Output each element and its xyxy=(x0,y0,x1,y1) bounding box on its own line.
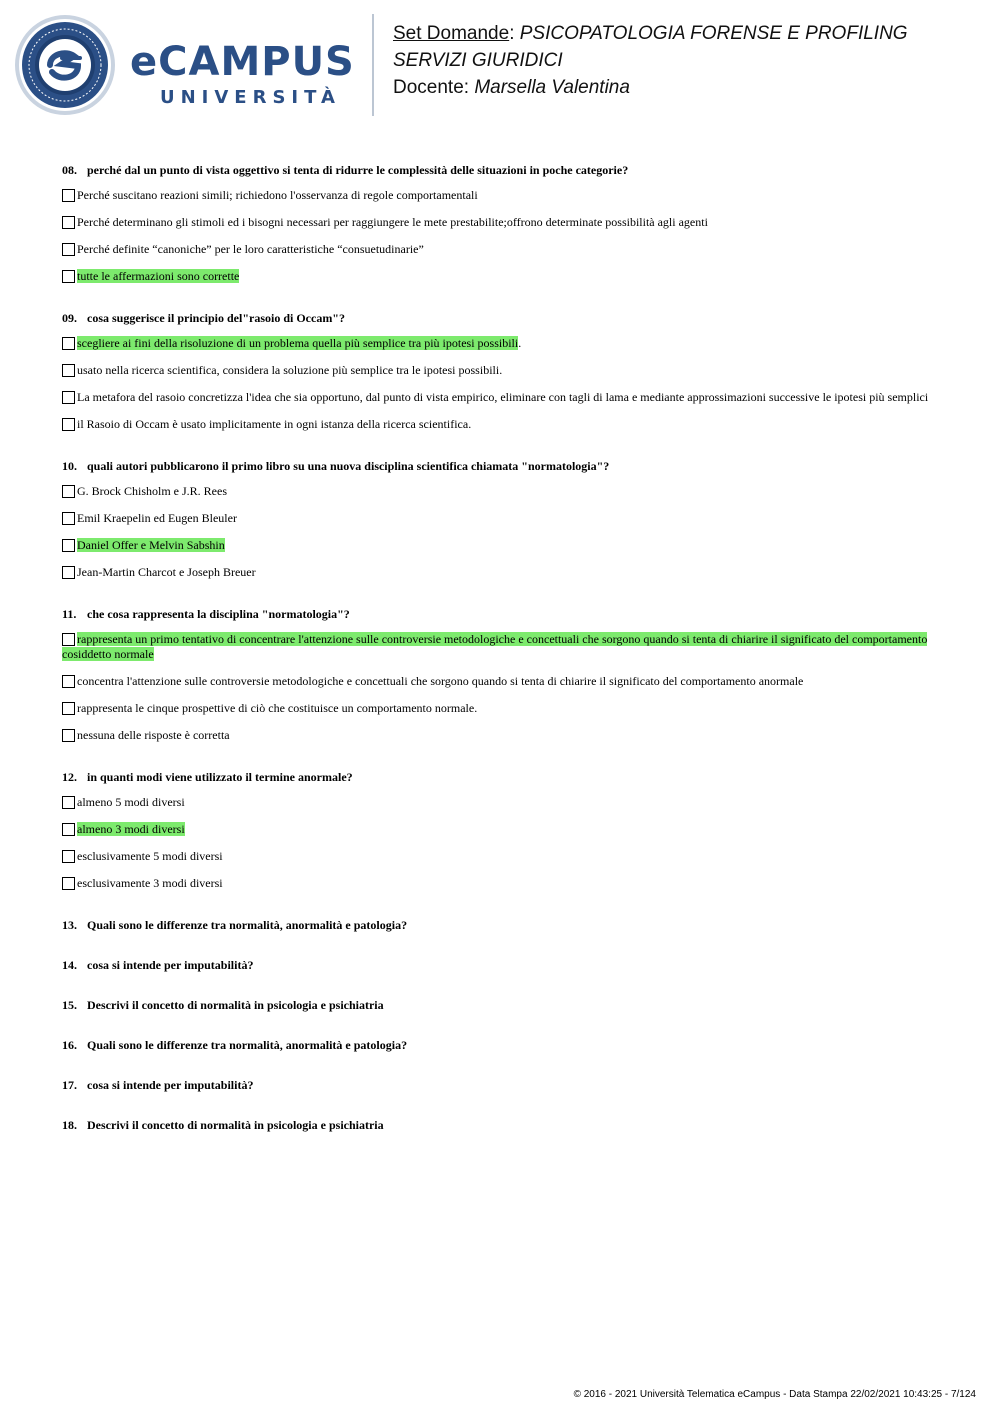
option-text: rappresenta le cinque prospettive di ciò che costituisce un comportamento normale. xyxy=(77,701,478,715)
question-title xyxy=(62,162,942,178)
option-text: esclusivamente 5 modi diversi xyxy=(77,849,223,863)
answer-option-correct xyxy=(62,822,942,837)
answer-option xyxy=(62,849,942,864)
checkbox[interactable] xyxy=(62,243,75,256)
answer-option-correct xyxy=(62,538,942,553)
question-10 xyxy=(62,458,942,580)
option-text: almeno 5 modi diversi xyxy=(77,795,185,809)
question-text: Descrivi il concetto di normalità in psicologia e psichiatria xyxy=(87,1118,384,1132)
course-title-2: SERVIZI GIURIDICI xyxy=(393,50,563,71)
question-text: che cosa rappresenta la disciplina "normatologia"? xyxy=(87,607,350,621)
checkbox[interactable] xyxy=(62,877,75,890)
open-question-16 xyxy=(62,1037,942,1053)
question-text: cosa suggerisce il principio del"rasoio di Occam"? xyxy=(87,311,345,325)
answer-option-correct xyxy=(62,632,942,662)
open-question-14 xyxy=(62,957,942,973)
option-text: il Rasoio di Occam è usato implicitamente in ogni istanza della ricerca scientifica. xyxy=(77,417,472,431)
open-question-13 xyxy=(62,917,942,933)
answer-option xyxy=(62,215,942,230)
question-number: 11. xyxy=(62,607,77,621)
question-number: 16. xyxy=(62,1038,77,1052)
teacher-name: Marsella Valentina xyxy=(474,77,630,98)
page-footer: © 2016 - 2021 Università Telematica eCampus - Data Stampa 22/02/2021 10:43:25 - 7/124 xyxy=(573,1389,976,1400)
course-line xyxy=(393,20,983,47)
page-header xyxy=(0,0,1000,130)
checkbox[interactable] xyxy=(62,796,75,809)
checkbox[interactable] xyxy=(62,270,75,283)
question-text: in quanti modi viene utilizzato il termine anormale? xyxy=(87,770,353,784)
question-title xyxy=(62,458,942,474)
answer-option xyxy=(62,728,942,743)
question-number: 15. xyxy=(62,998,77,1012)
checkbox[interactable] xyxy=(62,216,75,229)
question-number: 08. xyxy=(62,163,77,177)
question-number: 14. xyxy=(62,958,77,972)
checkbox[interactable] xyxy=(62,189,75,202)
answer-option xyxy=(62,484,942,499)
question-number: 13. xyxy=(62,918,77,932)
logo-word: eCAMPUS xyxy=(130,39,355,85)
question-title xyxy=(62,310,942,326)
checkbox[interactable] xyxy=(62,702,75,715)
answer-option xyxy=(62,674,942,689)
option-text: Perché determinano gli stimoli ed i bisogni necessari per raggiungere le mete prestabilite;offrono determinate possibilità agli agenti xyxy=(77,215,708,229)
question-number: 10. xyxy=(62,459,77,473)
option-text: G. Brock Chisholm e J.R. Rees xyxy=(77,484,227,498)
question-text: cosa si intende per imputabilità? xyxy=(87,958,254,972)
question-text: Quali sono le differenze tra normalità, anormalità e patologia? xyxy=(87,1038,408,1052)
header-info xyxy=(393,20,983,101)
checkbox[interactable] xyxy=(62,485,75,498)
option-text-highlighted: rappresenta un primo tentativo di concentrare l'attenzione sulle controversie metodologiche e concettuali che sorgono quando si tenta di chiarire il significato del comportamento cosiddetto normale xyxy=(62,632,928,661)
set-colon: : xyxy=(509,23,520,44)
option-text: nessuna delle risposte è corretta xyxy=(77,728,230,742)
option-text: Perché suscitano reazioni simili; richiedono l'osservanza di regole comportamentali xyxy=(77,188,478,202)
question-number: 17. xyxy=(62,1078,77,1092)
option-text: usato nella ricerca scientifica, considera la soluzione più semplice tra le ipotesi possibili. xyxy=(77,363,503,377)
header-divider xyxy=(372,14,374,116)
checkbox[interactable] xyxy=(62,391,75,404)
teacher-line xyxy=(393,74,983,101)
checkbox[interactable] xyxy=(62,337,75,350)
open-question-18 xyxy=(62,1117,942,1133)
option-text-highlighted: tutte le affermazioni sono corrette xyxy=(77,269,240,283)
checkbox[interactable] xyxy=(62,633,75,646)
option-text: Perché definite “canoniche” per le loro caratteristiche “consuetudinarie” xyxy=(77,242,424,256)
question-number: 18. xyxy=(62,1118,77,1132)
open-question-15 xyxy=(62,997,942,1013)
question-text: cosa si intende per imputabilità? xyxy=(87,1078,254,1092)
option-text: Emil Kraepelin ed Eugen Bleuler xyxy=(77,511,237,525)
answer-option-correct xyxy=(62,269,942,284)
answer-option xyxy=(62,565,942,580)
option-text-highlighted: scegliere ai fini della risoluzione di un problema quella più semplice tra più ipotesi possibili xyxy=(77,336,519,350)
question-08 xyxy=(62,162,942,284)
answer-option xyxy=(62,363,942,378)
answer-option xyxy=(62,511,942,526)
answer-option xyxy=(62,417,942,432)
answer-option xyxy=(62,242,942,257)
question-title xyxy=(62,606,942,622)
option-text-highlighted: Daniel Offer e Melvin Sabshin xyxy=(77,538,225,552)
answer-option-correct xyxy=(62,336,942,351)
checkbox[interactable] xyxy=(62,512,75,525)
question-text: Descrivi il concetto di normalità in psicologia e psichiatria xyxy=(87,998,384,1012)
option-text: Jean-Martin Charcot e Joseph Breuer xyxy=(77,565,256,579)
question-list xyxy=(62,162,942,1157)
ecampus-wordmark xyxy=(130,40,355,112)
set-label: Set Domande xyxy=(393,23,510,44)
checkbox[interactable] xyxy=(62,566,75,579)
answer-option xyxy=(62,701,942,716)
teacher-label: Docente: xyxy=(393,77,475,98)
answer-option xyxy=(62,188,942,203)
checkbox[interactable] xyxy=(62,675,75,688)
option-text-highlighted: almeno 3 modi diversi xyxy=(77,822,185,836)
answer-option xyxy=(62,795,942,810)
answer-option xyxy=(62,390,942,405)
course-title-1: PSICOPATOLOGIA FORENSE E PROFILING xyxy=(519,23,908,44)
question-title xyxy=(62,769,942,785)
option-text: esclusivamente 3 modi diversi xyxy=(77,876,223,890)
question-number: 12. xyxy=(62,770,77,784)
question-number: 09. xyxy=(62,311,77,325)
checkbox[interactable] xyxy=(62,364,75,377)
option-text: concentra l'attenzione sulle controversie metodologiche e concettuali che sorgono quando si tenta di chiarire il significato del comportamento anormale xyxy=(77,674,804,688)
checkbox[interactable] xyxy=(62,418,75,431)
question-text: perché dal un punto di vista oggettivo si tenta di ridurre le complessità delle situazioni in poche categorie? xyxy=(87,163,629,177)
checkbox[interactable] xyxy=(62,850,75,863)
option-text: La metafora del rasoio concretizza l'idea che sia opportuno, dal punto di vista empirico, eliminare con tagli di lama e mediante approssimazioni successive le ipotesi più semplici xyxy=(77,390,929,404)
question-12 xyxy=(62,769,942,891)
answer-option xyxy=(62,876,942,891)
option-tail: . xyxy=(518,336,522,350)
question-11 xyxy=(62,606,942,743)
checkbox[interactable] xyxy=(62,823,75,836)
open-question-17 xyxy=(62,1077,942,1093)
logo-sub: UNIVERSITÀ xyxy=(160,87,341,108)
question-09 xyxy=(62,310,942,432)
question-text: Quali sono le differenze tra normalità, anormalità e patologia? xyxy=(87,918,408,932)
question-text: quali autori pubblicarono il primo libro su una nuova disciplina scientifica chiamata "normatologia"? xyxy=(87,459,610,473)
ecampus-seal-logo xyxy=(14,14,116,116)
checkbox[interactable] xyxy=(62,539,75,552)
checkbox[interactable] xyxy=(62,729,75,742)
